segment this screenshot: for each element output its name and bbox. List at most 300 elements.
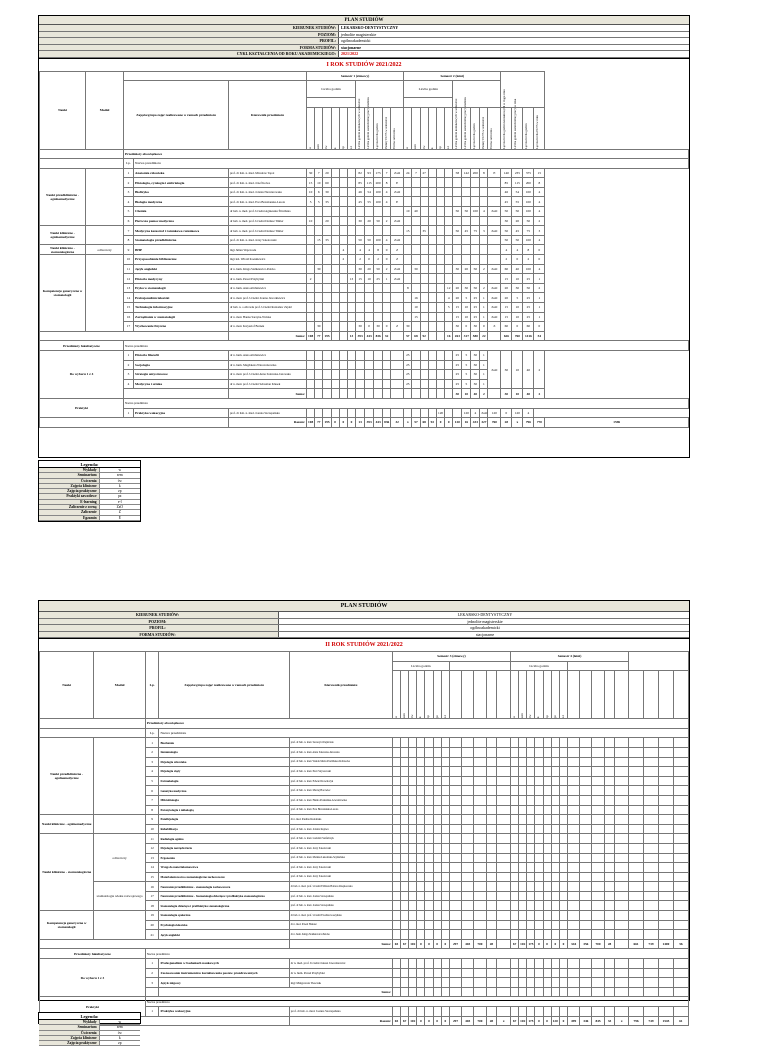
row-lp: 2 [124,178,134,188]
cell [433,815,441,825]
cell [339,370,347,380]
cell [551,843,559,853]
cell [551,815,559,825]
cell [604,815,615,825]
cell [527,843,535,853]
cell [409,786,417,796]
cell [629,901,644,911]
cell [568,834,580,844]
cell: 28 [501,418,512,428]
cell [615,872,629,882]
cell [331,389,339,399]
cell [453,178,462,188]
cell [307,264,315,274]
cell [420,408,428,418]
cell [420,360,428,370]
cell [412,389,420,399]
cell [331,168,339,178]
cell [401,738,409,748]
legend-key: Ćwiczenia [39,1031,100,1035]
cell [449,882,461,892]
cell: 7 [315,168,323,178]
cell [428,235,436,245]
cell [559,1007,567,1017]
legend-value: pz [118,494,122,499]
cell [462,805,474,815]
legend-value: e-l [117,499,122,504]
cell [580,882,592,892]
cell [511,930,519,940]
cell [401,1007,409,1017]
cell [383,293,391,303]
summary-col-header [512,98,523,149]
cell [559,920,567,930]
cell: 35 [323,235,331,245]
cell: 0 [462,322,471,332]
vertical-text: w [405,146,410,149]
cell: 3 [480,226,488,236]
cell [559,901,567,911]
cell [629,853,644,863]
cell: 25 [523,312,534,322]
cell: 100 [374,187,383,197]
cell: 4 [501,245,512,255]
cell: 24 [404,168,412,178]
subject-name: Język migowy [159,978,289,988]
cell [527,872,535,882]
subject-name: Zastosowanie instrumentów kształtowania postaw prozdrowotnych [159,968,289,978]
cell [551,911,559,921]
cell [404,216,412,226]
cell: 50 [501,207,512,217]
cell [474,843,486,853]
cell: 2 [534,389,545,399]
cell [323,283,331,293]
cell [592,795,604,805]
cell [580,920,592,930]
cell [383,389,391,399]
cell [356,293,365,303]
cell [323,303,331,313]
cell: 1 [534,274,545,284]
cell [428,331,436,341]
cell [449,853,461,863]
cell [543,978,551,988]
cell [511,767,519,777]
cell [629,786,644,796]
cell [519,920,527,930]
cell [315,350,323,360]
cell: 20 [323,168,331,178]
cell [417,911,425,921]
cell [568,920,580,930]
subject-lead: dr hab. n. med. prof. Uczelni Elżbieta Bołtacz-Rzepkowska [289,882,392,892]
vertical-text: k [418,716,423,719]
cell [559,891,567,901]
cell [323,245,331,255]
cell [420,178,428,188]
cell [356,379,365,389]
subject-lead: dr n. hum. Anna Alichniewicz [229,350,307,360]
vertical-text: Punkty ECTS w semestrze [481,116,486,149]
vertical-text: Liczba godzin samodzielnej pracy studenta [463,96,468,149]
cell [543,968,551,978]
vertical-text: e-l [560,715,565,719]
cell [604,968,615,978]
cell [441,805,449,815]
cell [392,911,400,921]
legend-value: w [118,468,122,472]
cell: 12 [445,283,453,293]
cell [535,1007,543,1017]
cell [391,408,404,418]
sum-row [40,331,689,341]
cell [433,872,441,882]
cell: 50 [453,226,462,236]
cell: 50 [512,207,523,217]
cell [519,815,527,825]
blank [124,71,307,81]
cell [412,283,420,293]
cell: 100 [523,207,534,217]
legend-key: Egzamin [39,516,100,520]
cell: 4 [383,235,391,245]
cell [471,216,480,226]
cell [428,255,436,265]
cell: ZaO [488,312,501,322]
row-lp: 14 [145,863,159,873]
cell: 16 [445,331,453,341]
cell [519,987,527,997]
blank [356,81,404,107]
cell: 0 [559,939,567,949]
cell [535,920,543,930]
row-lp: 3 [124,187,134,197]
cell [604,776,615,786]
vertical-text: Liczba godzin kontaktowych w semestrze [357,98,362,149]
summary-col-header [534,107,545,149]
cell [535,959,543,969]
cell [519,824,527,834]
cell [441,959,449,969]
cell: 1 [480,303,488,313]
cell [604,786,615,796]
cell [497,853,511,863]
cell: 770 [534,418,545,428]
cell: 8 [404,283,412,293]
cell [658,834,673,844]
cell [445,245,453,255]
cell: ZaO [391,216,404,226]
cell: 30 [453,389,462,399]
blank [124,389,229,399]
cell [673,853,688,863]
cell: 102 [519,939,527,949]
cell [568,891,580,901]
cell: 25 [523,303,534,313]
cell [658,815,673,825]
cell [462,747,474,757]
cell [629,920,644,930]
cell: 346 [580,1016,592,1026]
cell: 16 [462,418,471,428]
cell [559,863,567,873]
cell: 67 [401,1016,409,1026]
cell: 836 [374,331,383,341]
subject-lead: prof. dr hab. n. med. Anna Zalewska-Janowska [289,747,392,757]
cell [644,968,659,978]
cell: 4 [445,293,453,303]
cell [644,872,659,882]
cell [436,216,444,226]
cell: 5 [315,197,323,207]
cell [535,853,543,863]
cell [401,872,409,882]
cell [339,331,347,341]
cell [519,786,527,796]
cell: 1 [534,312,545,322]
cell [433,767,441,777]
cell: 20 [462,264,471,274]
cell: 25 [471,303,480,313]
vertical-text: sem [316,143,321,149]
cell: 5 [462,370,471,380]
cell [543,882,551,892]
cell [433,959,441,969]
cell [580,872,592,882]
cell [425,776,433,786]
cell: 45 [501,197,512,207]
cell [445,350,453,360]
subject-lead: dr hab. n. o zdrowiu prof. Uczelni Radosław Zajdel [229,303,307,313]
subject-row [40,245,689,255]
cell [425,872,433,882]
cell [673,1007,688,1017]
subject-name: Historia medycyny [134,274,229,284]
cell [629,872,644,882]
cell [433,901,441,911]
cell [392,795,400,805]
cell [315,312,323,322]
cell [339,235,347,245]
cell [323,312,331,322]
cell: 50 [365,235,374,245]
row-lp: 11 [124,264,134,274]
cell [417,959,425,969]
cell [391,379,404,389]
cell [527,805,535,815]
cell: ZaO [488,264,501,274]
subject-row [40,274,689,284]
cell [580,853,592,863]
header-value: jednolite magisterskie [279,619,689,625]
cell [433,978,441,988]
cell [436,255,444,265]
summary-col-header [523,107,534,149]
cell [441,882,449,892]
cell [433,882,441,892]
cell [374,207,383,217]
cell [347,283,355,293]
cell: 142 [462,168,471,178]
header-row [39,51,689,58]
cell [519,978,527,988]
liczba-godzin-label: Liczba godzin [392,661,449,671]
cell [673,786,688,796]
cell [453,235,462,245]
subject-name: Patofizjologia [159,815,289,825]
cell [543,843,551,853]
cell [462,786,474,796]
cell: 50 [374,264,383,274]
subject-name: Medycyna i sztuka [134,379,229,389]
cell [383,283,391,293]
legend-value: ćw [117,478,122,483]
cell: 54 [512,187,523,197]
cell [615,930,629,940]
practice-row [40,408,689,418]
cell [497,891,511,901]
legend-key: E-learning [39,500,100,504]
cell [331,207,339,217]
section-obligatory: Przedmioty obowiązkowe [124,149,689,159]
cell: 33 [604,1016,615,1026]
cell [323,322,331,332]
cell [401,882,409,892]
cell [462,920,474,930]
cell: 45 [462,226,471,236]
subject-name: Etyka w stomatologii [134,283,229,293]
cell [497,968,511,978]
cell [436,360,444,370]
cell [519,805,527,815]
cell [356,408,365,418]
row-lp: 13 [145,853,159,863]
cell [644,853,659,863]
cell: 297 [449,939,461,949]
cell [551,834,559,844]
cell [401,805,409,815]
cell [441,776,449,786]
cell [592,834,604,844]
cell [629,738,644,748]
subject-row [40,207,689,217]
cell [474,1007,486,1017]
cell [449,978,461,988]
cell [428,350,436,360]
cell: Z [391,255,404,265]
cell: 92 [428,418,436,428]
lp-header: Lp. [145,728,159,738]
cell: 92 [420,331,428,341]
cell [568,815,580,825]
cell [471,187,480,197]
cell [331,303,339,313]
cell: 50 [501,235,512,245]
cell [374,408,383,418]
subject-lead: prof. dr hab. n. med. Wanda Maria Pawlińska-Dobrzecka [289,757,392,767]
legend-year-1 [38,460,141,522]
cell [433,757,441,767]
cell [331,197,339,207]
cell: 5 [462,379,471,389]
cell: 100 [523,187,534,197]
cell: 0 [535,1016,543,1026]
cell [420,255,428,265]
cell [658,968,673,978]
cell [462,891,474,901]
cell: 46 [356,187,365,197]
cell [644,978,659,988]
row-lp: 1 [145,1007,159,1017]
cell: 15 [453,303,462,313]
cell [497,920,511,930]
cell [428,379,436,389]
cell [527,824,535,834]
cell [425,843,433,853]
cell [535,987,543,997]
subject-name: Rehabilitacja [159,824,289,834]
modul-label: odtwórczy [94,834,146,882]
cell [445,322,453,332]
cell [307,408,315,418]
cell [551,863,559,873]
row-lp: 3 [124,370,134,380]
semester-2-label: Semestr 2 (letni) [404,71,501,81]
cell: 60 [523,322,534,332]
cell [449,776,461,786]
extra-col-header [580,671,592,719]
row-lp: 1 [145,959,159,969]
cell: 661 [629,939,644,949]
cell [580,1007,592,1017]
cell: 30 [471,322,480,332]
cell [315,283,323,293]
subject-name: Genetyka medyczna [159,786,289,796]
cell [462,255,471,265]
cell: 175 [374,168,383,178]
cell [315,408,323,418]
cell [543,786,551,796]
row-lp: 4 [124,379,134,389]
cell [486,805,497,815]
cell [474,959,486,969]
cell [339,350,347,360]
row-lp: 9 [145,815,159,825]
cell [392,863,400,873]
cell [425,987,433,997]
cell [323,207,331,217]
cell [365,293,374,303]
cell [428,274,436,284]
cell [441,891,449,901]
cell [519,843,527,853]
cell [420,312,428,322]
cell: 40 [412,207,420,217]
cell [420,322,428,332]
cell [401,767,409,777]
cell [441,834,449,844]
section-name-header: Nazwa przedmiotu [134,159,689,169]
cell [307,226,315,236]
cell [315,379,323,389]
cell: 120 [436,408,444,418]
cell [433,795,441,805]
cell: 25 [404,350,412,360]
col-lp: Lp. [145,652,159,719]
cell [462,235,471,245]
cell [433,824,441,834]
